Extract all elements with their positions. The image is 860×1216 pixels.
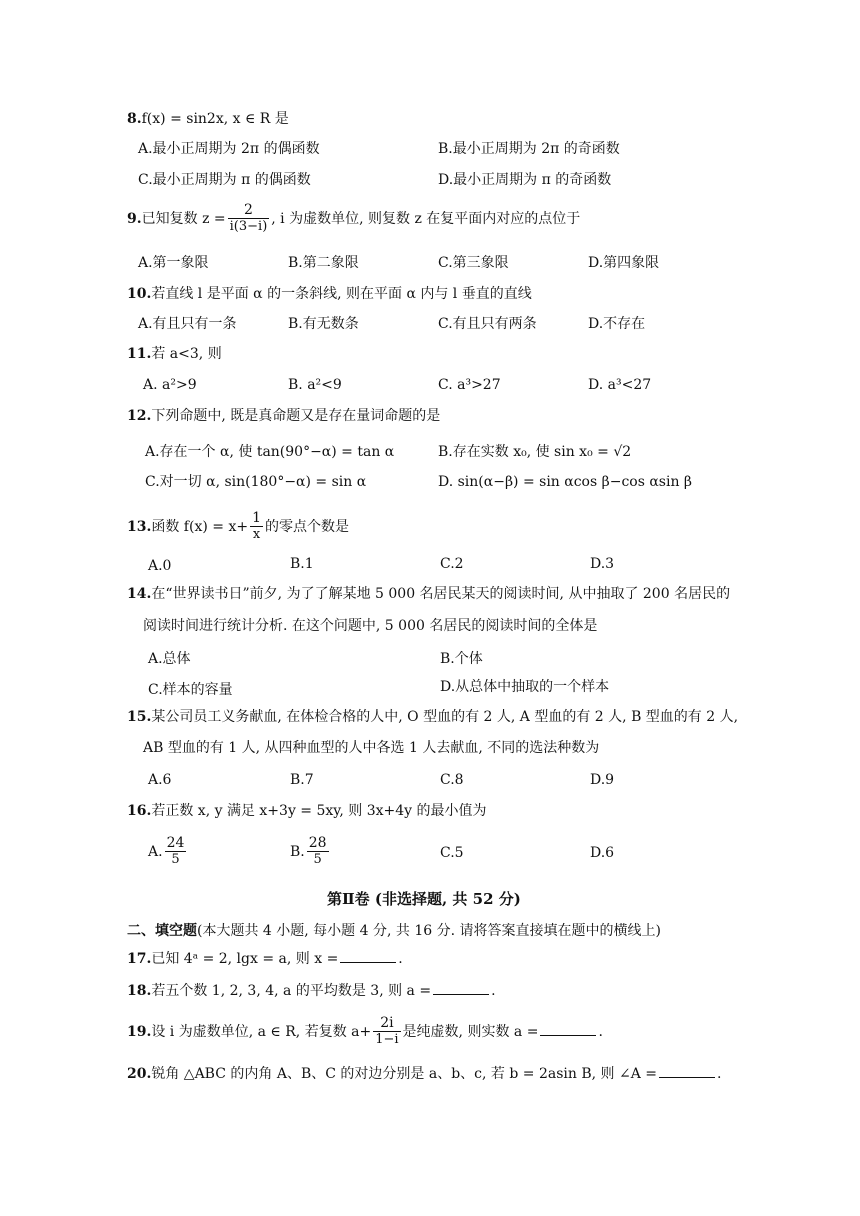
q14-option-b: B.个体 xyxy=(440,651,483,667)
question-18: 18.若五个数 1, 2, 3, 4, a 的平均数是 3, 则 a = . xyxy=(127,983,496,999)
q10-option-c: C.有且只有两条 xyxy=(438,316,537,332)
q11-option-a: A. a²>9 xyxy=(143,377,197,393)
question-15: 15.某公司员工义务献血, 在体检合格的人中, O 型血的有 2 人, A 型血的有 2 人, B 型血的有 2 人, xyxy=(127,709,739,725)
section-title: 第Ⅱ卷 (非选择题, 共 52 分) xyxy=(327,890,521,908)
q9-option-b: B.第二象限 xyxy=(288,255,359,271)
q8-option-d: D.最小正周期为 π 的奇函数 xyxy=(438,172,612,188)
part-two-heading: 二、填空题(本大题共 4 小题, 每小题 4 分, 共 16 分. 请将答案直接填在题中的横线上) xyxy=(127,923,661,939)
question-13: 13.函数 f(x) = x+ $\frac{1}{x}$ 的零点个数是 xyxy=(127,510,349,543)
q13-option-a: A.0 xyxy=(148,558,172,574)
q12-option-a: A.存在一个 α, 使 tan(90°−α) = tan α xyxy=(145,444,395,460)
q10-option-b: B.有无数条 xyxy=(288,316,359,332)
answer-blank xyxy=(659,1077,715,1078)
q16-option-c: C.5 xyxy=(440,845,464,861)
question-20: 20.锐角 △ABC 的内角 A、B、C 的对边分别是 a、b、c, 若 b = 2asin B, 则 ∠A = . xyxy=(127,1066,722,1082)
q13-option-d: D.3 xyxy=(590,556,615,572)
question-8: 8.f(x) = sin2x, x ∈ R 是 xyxy=(127,111,289,127)
question-16: 16.若正数 x, y 满足 x+3y = 5xy, 则 3x+4y 的最小值为 xyxy=(127,803,487,819)
q15-option-a: A.6 xyxy=(148,772,172,788)
q16-option-d: D.6 xyxy=(590,845,615,861)
q9-option-c: C.第三象限 xyxy=(438,255,509,271)
q12-option-d: D. sin(α−β) = sin αcos β−cos αsin β xyxy=(438,474,693,490)
question-11: 11.若 a<3, 则 xyxy=(127,346,222,362)
q9-fraction: $\frac{2}{i(3-i)}$ xyxy=(229,202,268,235)
q12-option-b: B.存在实数 x₀, 使 sin x₀ = √2 xyxy=(438,444,632,460)
question-10: 10.若直线 l 是平面 α 的一条斜线, 则在平面 α 内与 l 垂直的直线 xyxy=(127,286,532,302)
question-14: 14.在“世界读书日”前夕, 为了了解某地 5 000 名居民某天的阅读时间, 从中抽取了 200 名居民的 xyxy=(127,586,731,602)
question-17: 17.已知 4ᵃ = 2, lgx = a, 则 x = . xyxy=(127,951,403,967)
q16-option-a: A. $\frac{24}{5}$ xyxy=(148,835,185,868)
q9-option-d: D.第四象限 xyxy=(588,255,660,271)
q11-option-c: C. a³>27 xyxy=(438,377,501,393)
q9-option-a: A.第一象限 xyxy=(138,255,209,271)
q13-option-b: B.1 xyxy=(290,556,314,572)
q11-option-b: B. a²<9 xyxy=(288,377,342,393)
q15-option-b: B.7 xyxy=(290,772,314,788)
q10-option-d: D.不存在 xyxy=(588,316,646,332)
q16-option-b: B. $\frac{28}{5}$ xyxy=(290,835,327,868)
q10-option-a: A.有且只有一条 xyxy=(138,316,237,332)
question-9: 9.已知复数 z = $\frac{2}{i(3-i)}$ , i 为虚数单位, 则复数 z 在复平面内对应的点位于 xyxy=(127,202,581,235)
q14-option-d: D.从总体中抽取的一个样本 xyxy=(440,679,610,695)
q8-option-b: B.最小正周期为 2π 的奇函数 xyxy=(438,141,620,157)
q14-option-a: A.总体 xyxy=(148,651,191,667)
question-12: 12.下列命题中, 既是真命题又是存在量词命题的是 xyxy=(127,408,441,424)
q19-fraction: $\frac{2i}{1-i}$ xyxy=(375,1015,399,1048)
q15-option-d: D.9 xyxy=(590,772,615,788)
q14-option-c: C.样本的容量 xyxy=(148,682,233,698)
q11-option-d: D. a³<27 xyxy=(588,377,652,393)
answer-blank xyxy=(433,994,489,995)
question-19: 19.设 i 为虚数单位, a ∈ R, 若复数 a+ $\frac{2i}{1-i}$ 是纯虚数, 则实数 a = . xyxy=(127,1015,603,1048)
q15-option-c: C.8 xyxy=(440,772,464,788)
question-15-line-2: AB 型血的有 1 人, 从四种血型的人中各选 1 人去献血, 不同的选法种数为 xyxy=(143,740,600,756)
answer-blank xyxy=(340,962,396,963)
q13-option-c: C.2 xyxy=(440,556,464,572)
q8-option-a: A.最小正周期为 2π 的偶函数 xyxy=(138,141,320,157)
q13-fraction: $\frac{1}{x}$ xyxy=(252,510,261,543)
question-14-line-2: 阅读时间进行统计分析. 在这个问题中, 5 000 名居民的阅读时间的全体是 xyxy=(143,618,598,634)
answer-blank xyxy=(540,1035,596,1036)
q12-option-c: C.对一切 α, sin(180°−α) = sin α xyxy=(145,474,367,490)
question-8-stem: f(x) = sin2x, x ∈ R 是 xyxy=(141,111,289,127)
q8-option-c: C.最小正周期为 π 的偶函数 xyxy=(138,172,311,188)
